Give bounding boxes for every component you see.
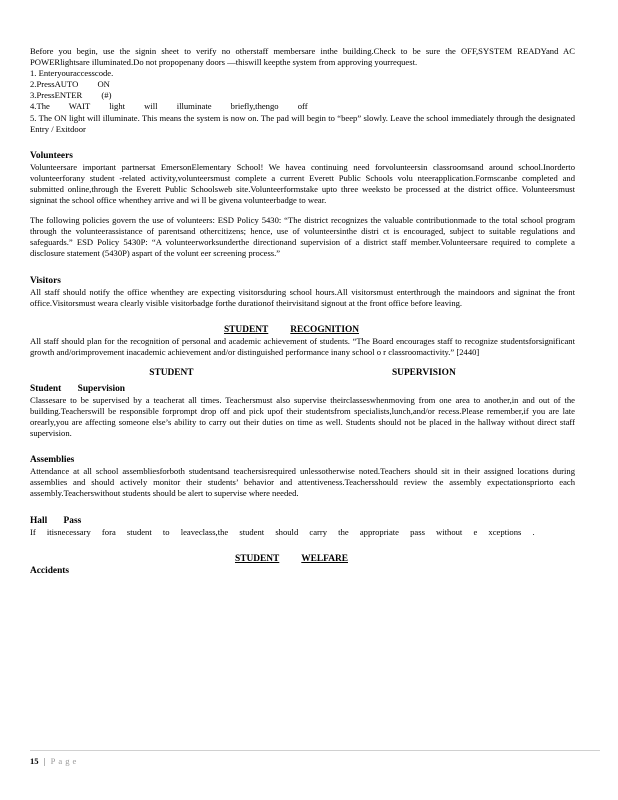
page-label: Page — [50, 756, 80, 766]
page-number: 15 — [30, 756, 39, 766]
volunteers-paragraph-2: The following policies govern the use of volunteers: ESD Policy 5430: “The district recognizes the valuable contributionmade to the total school program through the volunteerassistance of parentsand othercitizens; hence, use of volunteersinthe distri ct is encouraged, subject to suitable regulations and safeguards.” ESD Policy 5430P: “A volunteerworksunderthe directionand supervision of a district staff member.Volunteersare required to complete a disclosure statement (5430P) aspart of the volunt eer screening process.” — [30, 215, 575, 259]
hall-pass-heading-word-1: Hall — [30, 515, 48, 526]
assemblies-heading: Assemblies — [30, 455, 75, 466]
visitors-heading: Visitors — [30, 275, 61, 286]
volunteers-paragraph-1: Volunteersare important partnersat EmersonElementary School! We havea continuing need forvolunteersin classroomsand around school.Inorderto volunteerforany student -related activity,volunteersmust complete a current Everett Public Schools volu nteerapplication.Formscanbe completed and submitted online,through the Everett Public Schoolsweb site.Volunteerformstake upto three weeksto be processed at the district office. Volunteersmust signinat the school office whenthey arrive and wi ll be givena volunteerbadge to wear. — [30, 161, 575, 206]
hall-pass-heading-word-2: Pass — [63, 515, 82, 526]
recognition-title-word-1: STUDENT — [223, 324, 269, 335]
student-recognition-title — [30, 324, 575, 336]
supervision-paragraph: Classesare to be supervised by a teacherat all times. Teachersmust also supervise theirclasseswhenmoving from one area to another,in and out of the building.Teacherswill be responsible forprompt drop off and pick upof their studentsfrom specialists,lunch,and/or recess.Please remember,if you are late orearly,you are affecting someone else’s ability to carry out their duties on time as well. Students should not be placed in the hallway without direct staff supervision. — [30, 394, 575, 439]
footer-separator: | — [43, 756, 46, 766]
student-welfare-title — [30, 553, 575, 565]
page-footer — [30, 750, 600, 766]
visitors-paragraph: All staff should notify the office whenthey are expecting visitorsduring school hours.All visitorsmust enterthrough the maindoors and signinat the front office.Visitorsmust weara clearly visible visitorbadge forthe durationof theirvisitand signout at the front office before leaving. — [30, 286, 575, 308]
supervision-title-word-1: STUDENT — [149, 367, 194, 378]
recognition-paragraph: All staff should plan for the recognition of personal and academic achievement of students. “The Board encourages staff to recognize studentsforsignificant growth and/orimprovement inacademic achievement and/or distinguished performance inany school o r classroomactivity.” [2440] — [30, 335, 575, 357]
document-page — [30, 46, 575, 577]
student-supervision-heading — [30, 383, 575, 395]
hall-pass-paragraph: If itisnecessary fora student to leaveclass,the student should carry the appropriate pass without e xceptions . — [30, 526, 535, 537]
step-3: 3.PressENTER (#) — [30, 90, 112, 101]
welfare-title-word-1: STUDENT — [234, 553, 280, 564]
step-4: 4.The WAIT light will illuminate briefly,thengo off — [30, 101, 308, 112]
volunteers-heading: Volunteers — [30, 150, 73, 161]
hall-pass-heading — [30, 515, 575, 527]
assemblies-paragraph: Attendance at all school assembliesforboth studentsand teachersisrequired unlessotherwise noted.Teachers should sit in their assigned locations during assemblies and should actively monitor their students’ behavior and attentiveness.Teachersshould review the assembly expectationspriorto each assembly.Teacherswithout students should be alert to supervise where needed. — [30, 466, 575, 499]
supervision-title-word-2: SUPERVISION — [391, 367, 456, 378]
step-1: 1. Enteryouraccesscode. — [30, 68, 114, 79]
recognition-title-word-2: RECOGNITION — [290, 324, 360, 335]
student-supervision-title — [30, 367, 575, 379]
accidents-heading: Accidents — [30, 565, 70, 576]
supervision-heading-word-1: Student — [30, 383, 62, 394]
step-2: 2.PressAUTO ON — [30, 79, 110, 90]
intro-paragraph: Before you begin, use the signin sheet to verify no otherstaff membersare inthe building.Check to be sure the OFF,SYSTEM READYand AC POWERlightsare illuminated.Do not propopenany doors —thiswill keepthe system from approving yourrequest. — [30, 46, 575, 68]
supervision-heading-word-2: Supervision — [77, 383, 126, 394]
step-5: 5. The ON light will illuminate. This means the system is now on. The pad will begin to “beep” slowly. Leave the school immediately through the designated Entry / Exitdoor — [30, 112, 575, 134]
welfare-title-word-2: WELFARE — [301, 553, 348, 564]
